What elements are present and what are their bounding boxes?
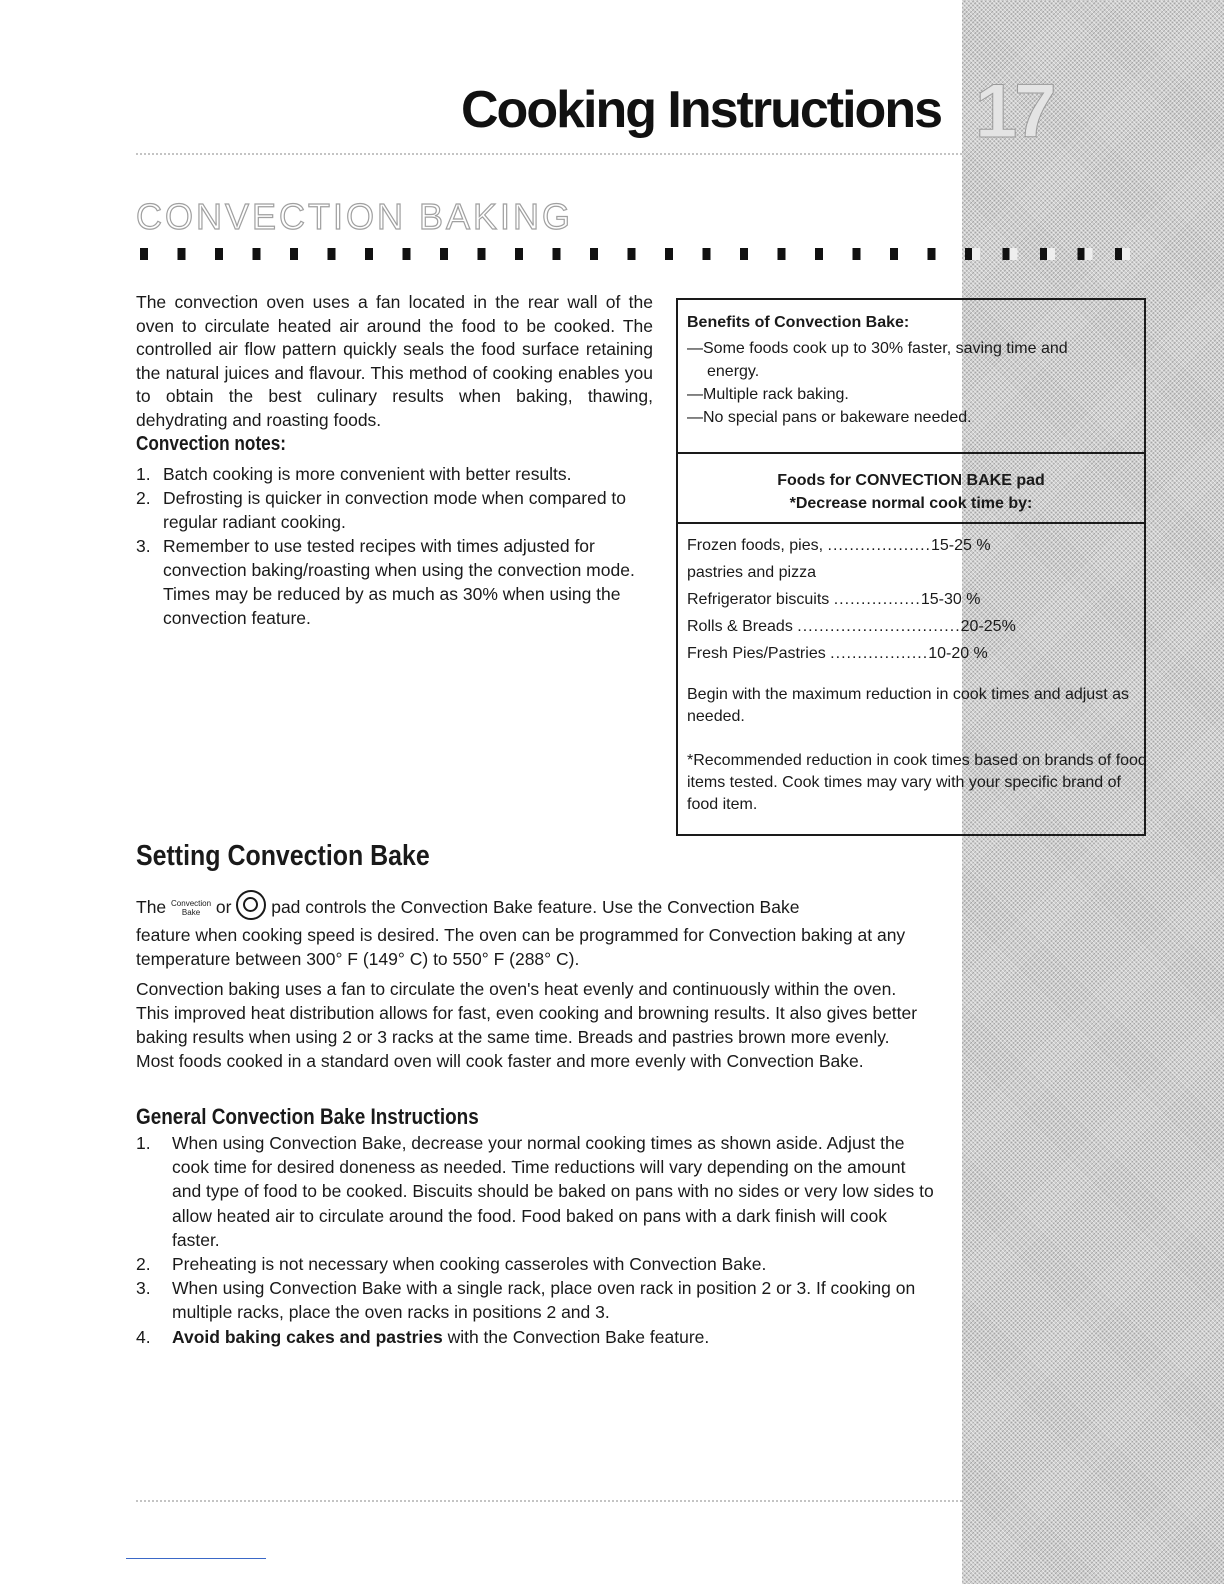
benefit-line-cont: energy. [707, 363, 760, 380]
list-item: 3. When using Convection Bake with a single rack, place oven rack in position 2 or 3. If cooking on multiple racks, place the oven racks in positions 2 and 3. [136, 1278, 916, 1323]
setting-paragraph-2: Convection baking uses a fan to circulate the oven's heat evenly and continuously within the oven. This improved heat distribution allows for fast, even cooking and browning results. It also gives better baking results when using 2 or 3 racks at the same time. Breads and pastries brown more evenly. Most foods cooked in a standard oven will cook faster and more evenly with Convection Bake. [136, 979, 918, 1071]
foods-heading-line1: Foods for CONVECTION BAKE pad [777, 472, 1045, 489]
recommended-note: *Recommended reduction in cook times based on brands of food items tested. Cook times may vary with your specific brand of food item. [687, 752, 1147, 813]
benefits-section [678, 300, 1144, 454]
table-row: pastries and pizza [687, 564, 816, 581]
text-span: The [136, 897, 167, 917]
footer-line [126, 1558, 266, 1559]
page-number: 17 [975, 69, 1054, 154]
table-row: Fresh Pies/Pastries ..................10-20 % [687, 645, 988, 662]
convection-notes-list [136, 462, 654, 630]
benefits-box [676, 298, 1146, 836]
foods-heading-line2: *Decrease normal cook time by: [789, 495, 1033, 512]
list-item: 1. When using Convection Bake, decrease your normal cooking times as shown aside. Adjust the cook time for desired doneness as needed. Time reductions will vary depending on the amount and type of food to be cooked. Biscuits should be baked on pans with no sides or very low sides to allow heated air to circulate around the food. Food baked on pans with a dark finish will cook faster. [136, 1133, 934, 1250]
setting-paragraph-1-cont: feature when cooking speed is desired. The oven can be programmed for Convection baking at any temperature between 300° F (149° C) to 550° F (288° C). [136, 925, 906, 969]
setting-paragraph-1 [136, 890, 926, 921]
intro-paragraph: The convection oven uses a fan located in the rear wall of the oven to circulate heated air around the food to be cooked. The controlled air flow pattern quickly seals the food surface retaining the natural juices and flavour. This method of cooking enables you to obtain the best culinary results when baking, thawing, dehydrating and roasting foods. [136, 292, 653, 430]
benefit-line: —Multiple rack baking. [687, 386, 849, 403]
text-span: pad controls the Convection Bake feature. Use the Convection Bake [271, 897, 800, 917]
general-instructions-list [136, 1131, 936, 1349]
benefit-line: —No special pans or bakeware needed. [687, 409, 972, 426]
table-row: Frozen foods, pies, ...................15-25 % [687, 537, 991, 554]
square-bullet-divider-light [972, 248, 1150, 260]
table-row: Refrigerator biscuits ................15-30 % [687, 591, 981, 608]
foods-heading [678, 456, 1144, 524]
square-bullet-divider [140, 248, 1150, 260]
reduction-note: Begin with the maximum reduction in cook times and adjust as needed. [687, 686, 1129, 725]
convection-circle-pad-icon [236, 890, 266, 920]
top-divider [136, 153, 962, 155]
benefits-heading: Benefits of Convection Bake: [687, 314, 910, 331]
general-instructions-heading: General Convection Bake Instructions [136, 1104, 479, 1129]
section-heading: CONVECTION BAKING [136, 196, 574, 237]
setting-heading: Setting Convection Bake [136, 840, 430, 872]
convection-bake-pad-icon: Convection Bake [171, 899, 212, 917]
benefit-line: —Some foods cook up to 30% faster, saving time and [687, 340, 1068, 357]
convection-notes-heading: Convection notes: [136, 433, 287, 455]
list-item: 4. Avoid baking cakes and pastries with the Convection Bake feature. [136, 1326, 710, 1347]
bottom-divider [136, 1500, 962, 1502]
list-item: 3. Remember to use tested recipes with times adjusted for convection baking/roasting when using the convection mode. Times may be reduced by as much as 30% when using the convection feature. [136, 536, 635, 628]
text-span: or [215, 897, 232, 917]
list-item: 2. Preheating is not necessary when cooking casseroles with Convection Bake. [136, 1254, 767, 1275]
list-item: 2. Defrosting is quicker in convection mode when compared to regular radiant cooking. [136, 488, 627, 532]
table-row: Rolls & Breads ..............................20-25% [687, 618, 1016, 635]
foods-table [678, 528, 1144, 667]
list-item: 1. Batch cooking is more convenient with better results. [136, 464, 572, 484]
page-title: Cooking Instructions [461, 81, 941, 139]
